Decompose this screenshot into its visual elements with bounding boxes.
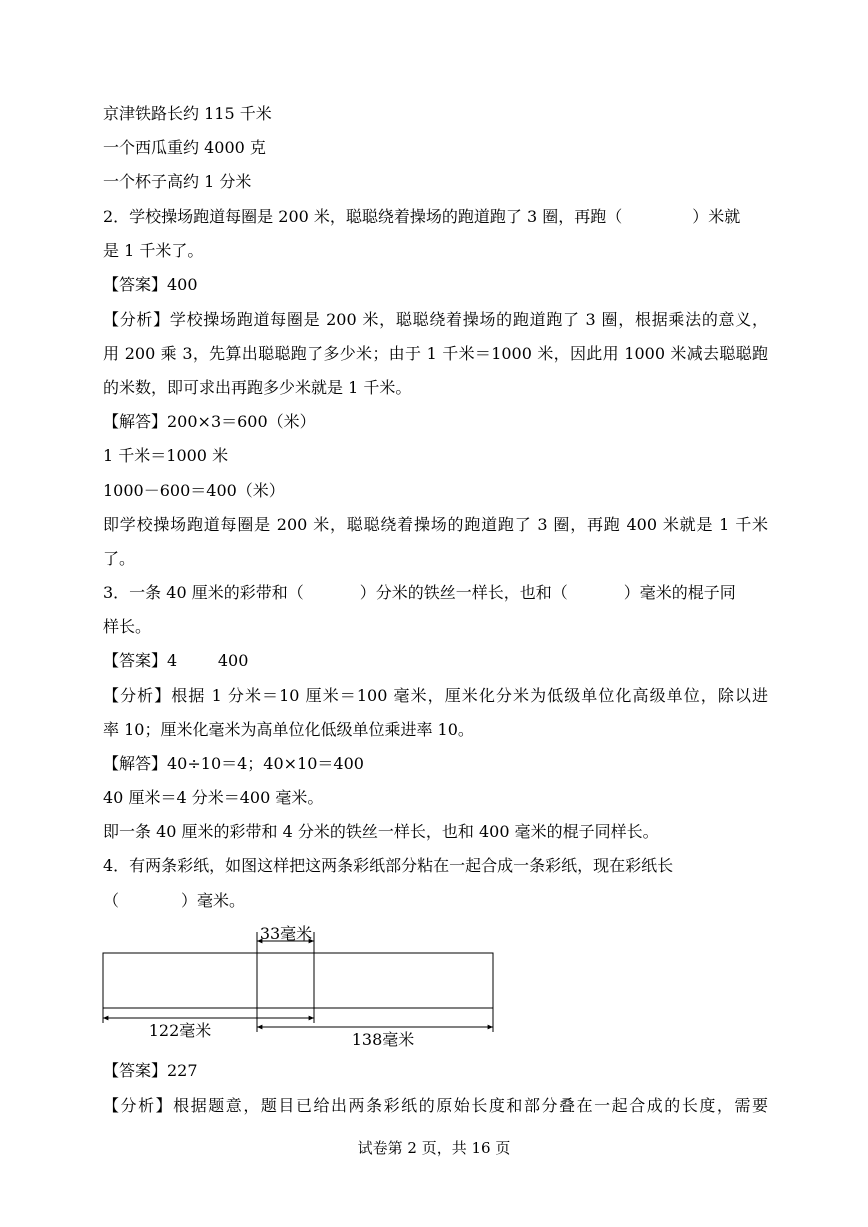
question-3-line-2: 样长。 bbox=[103, 617, 152, 636]
answer-2: 【答案】400 bbox=[103, 275, 198, 294]
solution-2-line-5: 了。 bbox=[103, 549, 136, 568]
right-strip-label: 138毫米 bbox=[351, 1030, 415, 1049]
page-footer: 试卷第 2 页，共 16 页 bbox=[357, 1139, 511, 1157]
answer-3: 【答案】4 400 bbox=[103, 651, 249, 670]
solution-2-line-2: 1 千米＝1000 米 bbox=[103, 446, 229, 465]
question-4-line-1: 4．有两条彩纸，如图这样把这两条彩纸部分粘在一起合成一条彩纸，现在彩纸长 bbox=[103, 856, 674, 875]
solution-3-line-2: 40 厘米＝4 分米＝400 毫米。 bbox=[103, 788, 324, 807]
text-line: 一个杯子高约 1 分米 bbox=[103, 172, 252, 191]
question-text: ）米就 bbox=[692, 207, 741, 226]
solution-2-line-1: 【解答】200×3＝600（米） bbox=[103, 412, 316, 431]
analysis-2-line-2: 用 200 乘 3，先算出聪聪跑了多少米；由于 1 千米＝1000 米，因此用 1000 米减去聪聪跑 bbox=[103, 344, 768, 363]
combined-strip bbox=[103, 953, 493, 1008]
solution-2-line-4: 即学校操场跑道每圈是 200 米，聪聪绕着操场的跑道跑了 3 圈，再跑 400 米就是 1 千米 bbox=[103, 515, 768, 534]
analysis-2-line-3: 的米数，即可求出再跑多少米就是 1 千米。 bbox=[103, 378, 412, 397]
question-text: ）毫米。 bbox=[181, 891, 246, 910]
solution-2-line-3: 1000－600＝400（米） bbox=[103, 481, 285, 500]
analysis-2-line-1: 【分析】学校操场跑道每圈是 200 米，聪聪绕着操场的跑道跑了 3 圈，根据乘法的意义， bbox=[103, 310, 768, 329]
analysis-3-line-2: 率 10；厘米化毫米为高单位化低级单位乘进率 10。 bbox=[103, 720, 474, 739]
question-text: ）毫米的棍子同 bbox=[623, 583, 736, 602]
left-strip-label: 122毫米 bbox=[148, 1021, 212, 1040]
question-text: （ bbox=[103, 891, 120, 910]
text-line: 一个西瓜重约 4000 克 bbox=[103, 138, 266, 157]
question-2-line-2: 是 1 千米了。 bbox=[103, 241, 204, 260]
question-text: ）分米的铁丝一样长，也和（ bbox=[359, 583, 568, 602]
overlap-label: 33毫米 bbox=[259, 924, 313, 943]
solution-3-line-3: 即一条 40 厘米的彩带和 4 分米的铁丝一样长，也和 400 毫米的棍子同样长。 bbox=[103, 822, 659, 841]
analysis-4-line-1: 【分析】根据题意，题目已给出两条彩纸的原始长度和部分叠在一起合成的长度，需要 bbox=[103, 1096, 768, 1115]
answer-4: 【答案】227 bbox=[103, 1061, 198, 1080]
question-text: 2．学校操场跑道每圈是 200 米，聪聪绕着操场的跑道跑了 3 圈，再跑（ bbox=[103, 207, 623, 226]
question-text: 3．一条 40 厘米的彩带和（ bbox=[103, 583, 304, 602]
solution-3-line-1: 【解答】40÷10＝4；40×10＝400 bbox=[103, 754, 364, 773]
analysis-3-line-1: 【分析】根据 1 分米＝10 厘米＝100 毫米，厘米化分米为低级单位化高级单位，除以进 bbox=[103, 686, 768, 705]
text-line: 京津铁路长约 115 千米 bbox=[103, 104, 272, 123]
